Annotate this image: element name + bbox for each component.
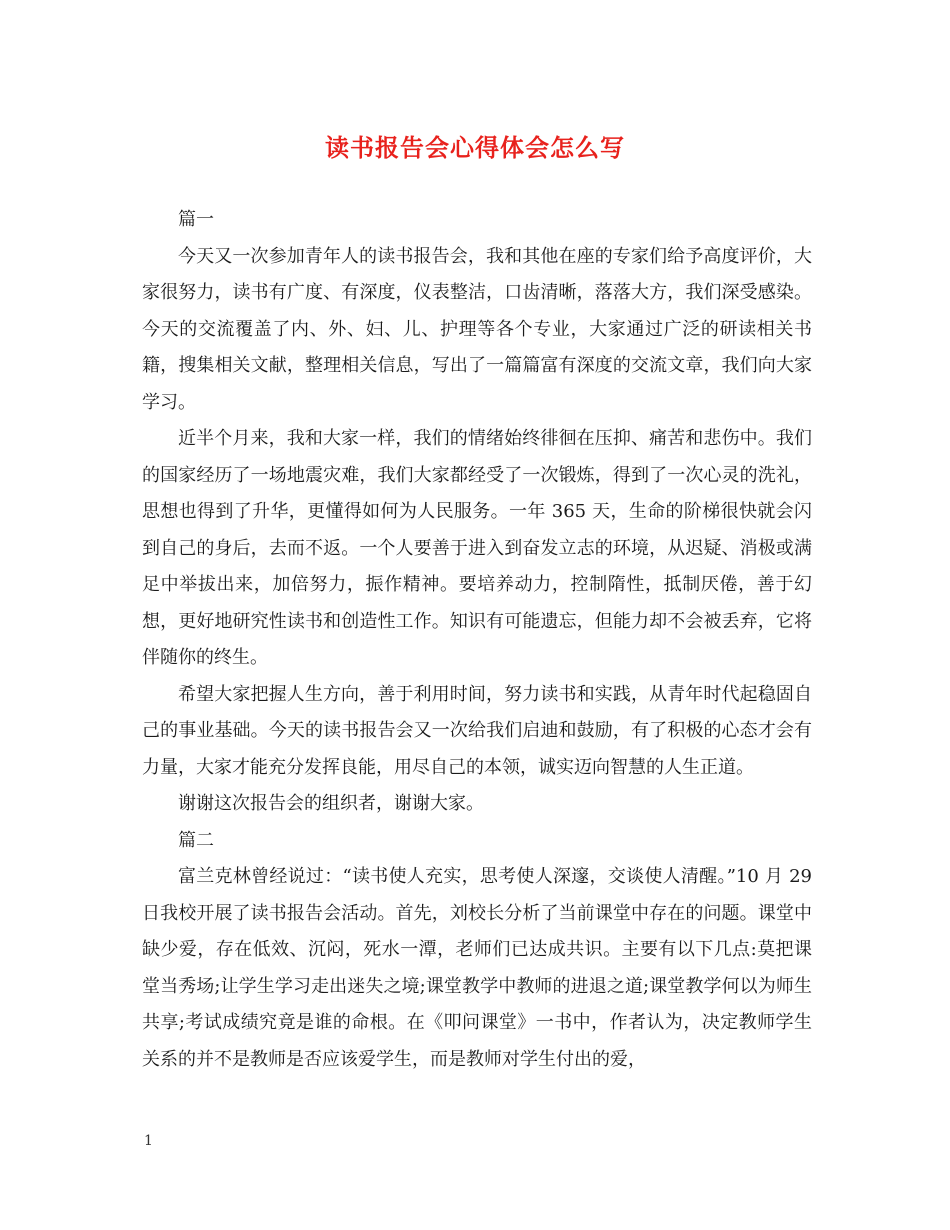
body-paragraph: 今天又一次参加青年人的读书报告会，我和其他在座的专家们给予高度评价，大家很努力，读书有广度、有深度，仪表整洁，口齿清晰，落落大方，我们深受感染。今天的交流覆盖了内、外、妇、儿、护理等各个专业，大家通过广泛的研读相关书籍，搜集相关文献，整理相关信息，写出了一篇篇富有深度的交流文章，我们向大家学习。 [142,245,812,413]
body-paragraph: 近半个月来，我和大家一样，我们的情绪始终徘徊在压抑、痛苦和悲伤中。我们的国家经历了一场地震灾难，我们大家都经受了一次锻炼，得到了一次心灵的洗礼，思想也得到了升华，更懂得如何为人民服务。一年 365 天，生命的阶梯很快就会闪到自己的身后，去而不返。一个人要善于进入到奋发立志的环境，从迟疑、消极或满足中举拔出来，加倍努力，振作精神。要培养动力，控制隋性，抵制厌倦，善于幻想，更好地研究性读书和创造性工作。知识有可能遗忘，但能力却不会被丢弃，它将伴随你的终生。 [142,428,812,668]
document-body [142,202,812,1078]
document-title: 读书报告会心得体会怎么写 [325,133,625,162]
body-paragraph: 富兰克林曾经说过：“读书使人充实，思考使人深邃，交谈使人清醒。”10 月 29 日我校开展了读书报告会活动。首先，刘校长分析了当前课堂中存在的问题。课堂中缺少爱，存在低效、沉闷，死水一潭，老师们已达成共识。主要有以下几点:莫把课堂当秀场;让学生学习走出迷失之境;课堂教学中教师的进退之道;课堂教学何以为师生共享;考试成绩究竟是谁的命根。在《叩问课堂》一书中，作者认为，决定教师学生关系的并不是教师是否应该爱学生，而是教师对学生付出的爱， [142,866,812,1070]
section-heading-1: 篇一 [178,209,214,230]
body-paragraph: 谢谢这次报告会的组织者，谢谢大家。 [178,793,484,814]
page-number: 1 [144,1133,153,1149]
section-heading-2: 篇二 [178,829,214,851]
body-paragraph: 希望大家把握人生方向，善于利用时间，努力读书和实践，从青年时代起稳固自己的事业基础。今天的读书报告会又一次给我们启迪和鼓励，有了积极的心态才会有力量，大家才能充分发挥良能，用尽自己的本领，诚实迈向智慧的人生正道。 [142,683,812,778]
